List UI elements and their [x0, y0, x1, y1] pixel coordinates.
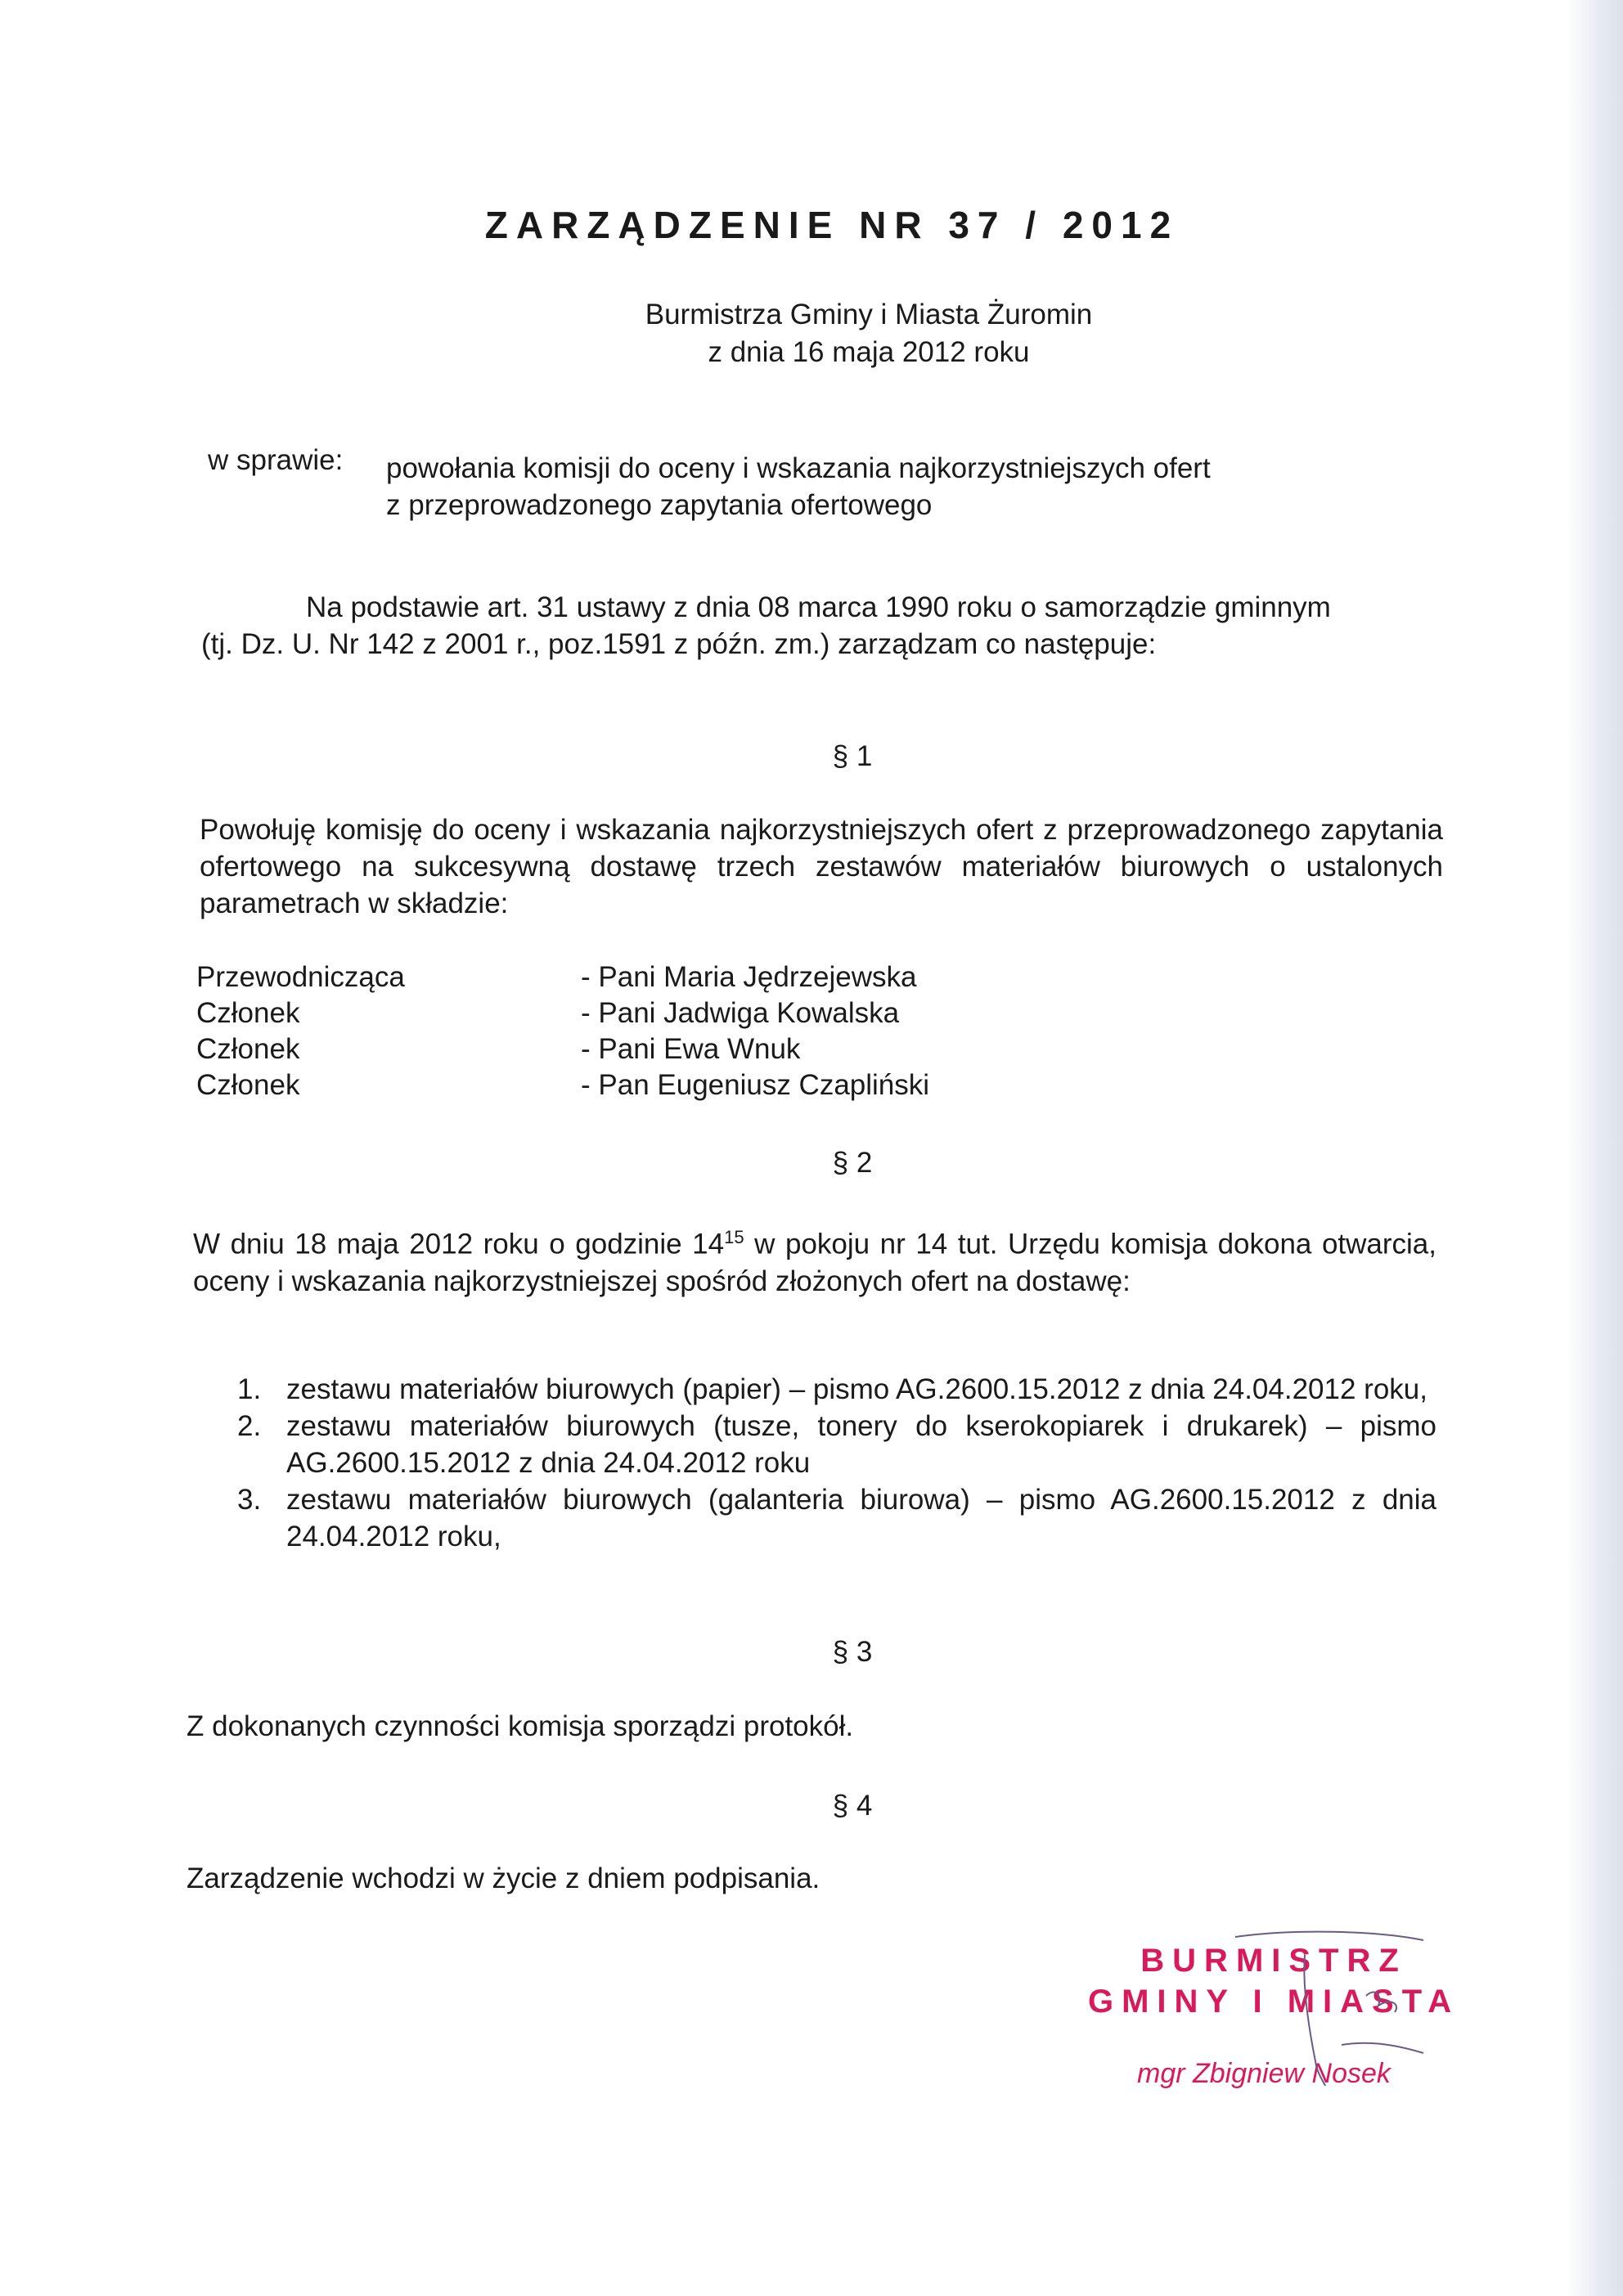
- section-heading-3: § 3: [832, 1636, 873, 1668]
- time-minutes: 15: [724, 1227, 744, 1247]
- member-role: Członek: [196, 997, 300, 1029]
- section-3-text: Z dokonanych czynności komisja sporządzi protokół.: [187, 1710, 854, 1742]
- section-heading-2: § 2: [832, 1147, 873, 1179]
- document-title: ZARZĄDZENIE NR 37 / 2012: [484, 204, 1180, 246]
- list-item-number: 3.: [237, 1484, 262, 1516]
- list-item: [237, 1371, 1436, 1408]
- section-4-text: Zarządzenie wchodzi w życie z dniem podpisania.: [187, 1862, 820, 1894]
- list-item-text: zestawu materiałów biurowych (papier) – pismo AG.2600.15.2012 z dnia 24.04.2012 roku,: [286, 1373, 1427, 1405]
- list-item-number: 1.: [237, 1373, 262, 1405]
- member-role: Członek: [196, 1033, 300, 1065]
- list-item: [237, 1481, 1436, 1555]
- member-role: Członek: [196, 1069, 300, 1101]
- stamp-line: GMINY I MIASTA: [1088, 1984, 1460, 2020]
- legal-basis: [201, 589, 1333, 663]
- list-item-number: 2.: [237, 1410, 262, 1442]
- member-role: Przewodnicząca: [196, 961, 405, 993]
- list-item-text: zestawu materiałów biurowych (tusze, tonery do kserokopiarek i drukarek) – pismo AG.2600.15.2012 z dnia 24.04.2012 roku: [286, 1410, 1436, 1479]
- member-name: - Pani Maria Jędrzejewska: [581, 961, 917, 993]
- section-heading-4: § 4: [832, 1790, 873, 1822]
- section-2-text-start: W dniu 18 maja 2012 roku o godzinie 14: [193, 1228, 725, 1260]
- member-name: - Pani Jadwiga Kowalska: [581, 997, 900, 1029]
- section-2-text-end: w pokoju nr 14 tut. Urzędu komisja dokona otwarcia, oceny i wskazania najkorzystniejszej spośród złożonych ofert na dostawę:: [193, 1228, 1436, 1297]
- stamp-line: BURMISTRZ: [1140, 1943, 1407, 1979]
- stamp-signatory-name: mgr Zbigniew Nosek: [1137, 2058, 1391, 2089]
- issuer-line: Burmistrza Gminy i Miasta Żuromin: [645, 299, 1093, 330]
- section-heading-1: § 1: [832, 740, 873, 772]
- member-name: - Pan Eugeniusz Czapliński: [581, 1069, 930, 1101]
- offer-list: [237, 1371, 1436, 1555]
- section-1-text: Powołuję komisję do oceny i wskazania najkorzystniejszych ofert z przeprowadzonego zapytania ofertowego na sukcesywną dostawę trzech zestawów materiałów biurowych o ustalonych parametrach w składzie:: [200, 814, 1443, 919]
- list-item-text: zestawu materiałów biurowych (galanteria biurowa) – pismo AG.2600.15.2012 z dnia 24.04.2012 roku,: [286, 1484, 1436, 1552]
- document-issuer: [0, 296, 1623, 371]
- section-2-text: [193, 1219, 1436, 1300]
- handwritten-signature: [1227, 1930, 1472, 2094]
- subject-line: powołania komisji do oceny i wskazania najkorzystniejszych ofert: [386, 452, 1211, 484]
- subject-text: [386, 450, 1211, 523]
- subject-label: w sprawie:: [208, 444, 344, 476]
- legal-basis-text: Na podstawie art. 31 ustawy z dnia 08 marca 1990 roku o samorządzie gminnym (tj. Dz. U. Nr 142 z 2001 r., poz.1591 z późn. zm.) zarządzam co następuje:: [201, 591, 1331, 660]
- issuer-date: z dnia 16 maja 2012 roku: [708, 336, 1030, 368]
- list-item: [237, 1408, 1436, 1481]
- subject-line: z przeprowadzonego zapytania ofertowego: [386, 489, 933, 521]
- member-name: - Pani Ewa Wnuk: [581, 1033, 801, 1065]
